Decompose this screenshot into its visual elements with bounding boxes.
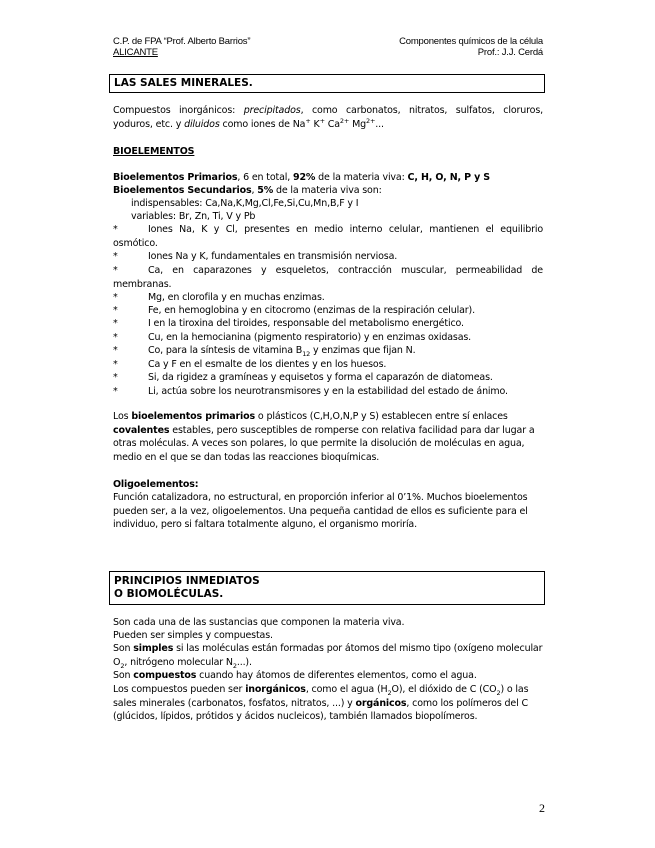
- bullet-item: [113, 331, 543, 345]
- bullet-text: Cu, en la hemocianina (pigmento respiratorio) y en enzimas oxidasas.: [148, 332, 472, 343]
- text-fragment: o plásticos (C,H,O,N,P y S) establecen entre sí enlaces: [255, 411, 508, 422]
- bullet-text: Mg, en clorofila y en muchas enzimas.: [148, 292, 325, 303]
- emphasis-inorganicos: inorgánicos: [245, 684, 306, 695]
- bullet-mark: *: [113, 345, 118, 356]
- bullet-text: Ca y F en el esmalte de los dientes y en los huesos.: [148, 359, 387, 370]
- principios-line: Pueden ser simples y compuestas.: [113, 630, 273, 641]
- subscript: 12: [302, 349, 311, 358]
- bullet-mark: *: [113, 292, 118, 303]
- title-line: O BIOMOLÉCULAS.: [114, 588, 224, 600]
- oligoelementos-paragraph: Función catalizadora, no estructural, en proporción inferior al 0’1%. Muchos bioelementos pueden ser, a la vez, oligoelementos. Una pequeña cantidad de ellos es suficiente para el individuo, pero si faltara totalmente alguno, el organismo moriría.: [113, 492, 528, 530]
- bullet-mark: *: [113, 305, 118, 316]
- percent-primarios: 92%: [293, 172, 316, 183]
- ion-charge: +: [319, 116, 325, 125]
- principios-tipos-paragraph: [113, 683, 543, 724]
- text-fragment: Son: [113, 670, 134, 681]
- subscript: 2: [232, 661, 237, 670]
- text-fragment: Co, para la síntesis de vitamina B: [148, 345, 303, 356]
- bullet-item: [113, 250, 543, 264]
- text-fragment: O), el dióxido de C (CO: [391, 684, 497, 695]
- text-fragment: si las moléculas están formadas por átomos del mismo tipo (oxígeno molecular O: [113, 643, 543, 668]
- bullet-mark: *: [113, 372, 118, 383]
- label-primarios: Bioelementos Primarios: [113, 172, 238, 183]
- text-fragment: ...).: [236, 656, 252, 668]
- text-fragment: como iones de Na: [219, 118, 306, 130]
- bullet-text: Iones Na y K, fundamentales en transmisión nerviosa.: [148, 251, 398, 262]
- text-fragment: , como los polímeros del C (glúcidos, lípidos, prótidos y ácidos nucleicos), también llamados biopolímeros.: [113, 697, 528, 722]
- text-fragment: cuando hay átomos de diferentes elementos, como el agua.: [196, 670, 477, 681]
- ion-charge: +: [305, 116, 311, 125]
- bullet-text: Fe, en hemoglobina y en citocromo (enzimas de la respiración celular).: [148, 305, 475, 316]
- text-fragment: Los: [113, 411, 132, 422]
- text-fragment: ,: [251, 185, 258, 196]
- text-fragment: ...: [375, 118, 384, 130]
- title-line: PRINCIPIOS INMEDIATOS: [114, 575, 260, 587]
- bullet-item: [113, 358, 543, 372]
- school-name: C.P. de FPA “Prof. Alberto Barrios”: [113, 36, 251, 47]
- oligoelementos-heading: Oligoelementos:: [113, 479, 199, 490]
- text-fragment: Son: [113, 643, 134, 654]
- emphasis-precipitados: precipitados: [243, 105, 301, 116]
- text-fragment: , como carbonatos, nitratos, sulfatos, cloruros, yoduros, etc. y: [113, 105, 543, 130]
- subscript: 2: [120, 661, 125, 670]
- bullet-text: I en la tiroxina del tiroides, responsable del metabolismo energético.: [148, 318, 464, 329]
- document-header-left: [113, 36, 250, 58]
- bullet-item: [113, 371, 543, 385]
- bioelementos-primarios-paragraph: [113, 410, 543, 464]
- bullet-item: [113, 304, 543, 318]
- list-primarios: C, H, O, N, P y S: [407, 172, 490, 183]
- bullet-mark: *: [113, 318, 118, 329]
- section-title-sales-minerales: LAS SALES MINERALES.: [109, 74, 545, 93]
- indispensables-line: indispensables: Ca,Na,K,Mg,Cl,Fe,Si,Cu,Mn,B,F y I: [131, 198, 359, 209]
- text-fragment: Mg: [349, 118, 366, 130]
- emphasis-simples: simples: [133, 643, 174, 654]
- label-secundarios: Bioelementos Secundarios: [113, 185, 252, 196]
- text-fragment: , como el agua (H: [305, 684, 388, 695]
- subscript: 2: [387, 688, 392, 697]
- principios-simples-paragraph: [113, 642, 543, 669]
- emphasis-diluidos: diluidos: [184, 118, 220, 130]
- text-fragment: Ca: [324, 118, 340, 130]
- text-fragment: de la materia viva son:: [273, 185, 382, 196]
- text-fragment: , nitrógeno molecular N: [124, 656, 233, 668]
- bullet-item: [113, 344, 543, 358]
- text-fragment: K: [310, 118, 320, 130]
- text-fragment: Los compuestos pueden ser: [113, 684, 246, 695]
- sales-minerales-paragraph: [113, 104, 543, 131]
- bullet-mark: *: [113, 332, 118, 343]
- bullet-text: Iones Na, K y Cl, presentes en medio interno celular, mantienen el equilibrio osmótico.: [113, 224, 543, 249]
- principios-line: Son cada una de las sustancias que componen la materia viva.: [113, 617, 405, 628]
- variables-line: variables: Br, Zn, Ti, V y Pb: [131, 211, 256, 222]
- section-title-principios-inmediatos: [109, 571, 545, 605]
- text-fragment: , 6 en total,: [237, 172, 293, 183]
- ion-charge: 2+: [366, 116, 376, 125]
- bullet-item: [113, 291, 543, 305]
- author-name: Prof.: J.J. Cerdá: [477, 47, 543, 58]
- emphasis-bioelementos-primarios: bioelementos primarios: [131, 411, 256, 422]
- bullet-item: [113, 385, 543, 399]
- bullet-item: [113, 223, 543, 250]
- document-header-right: [399, 36, 543, 58]
- bioelementos-primarios-line: [113, 171, 543, 185]
- emphasis-compuestos: compuestos: [133, 670, 197, 681]
- bioelementos-heading: BIOELEMENTOS: [113, 146, 195, 157]
- subscript: 2: [496, 688, 501, 697]
- text-fragment: Compuestos inorgánicos:: [113, 105, 244, 116]
- emphasis-organicos: orgánicos: [355, 697, 407, 709]
- page-number: 2: [539, 801, 545, 815]
- text-fragment: ) o las sales minerales (carbonatos, fosfatos, nitratos, ...) y: [113, 684, 529, 709]
- bullet-text: Si, da rigidez a gramíneas y equisetos y forma el caparazón de diatomeas.: [148, 372, 493, 383]
- bullet-mark: *: [113, 359, 118, 370]
- bullet-mark: *: [113, 251, 118, 262]
- bullet-item: [113, 317, 543, 331]
- document-subject: Componentes químicos de la célula: [399, 36, 543, 47]
- ion-charge: 2+: [339, 116, 350, 125]
- bullet-text: Ca, en caparazones y esqueletos, contracción muscular, permeabilidad de membranas.: [113, 265, 543, 290]
- bullet-mark: *: [113, 386, 118, 397]
- bullet-text: [113, 344, 543, 358]
- text-fragment: de la materia viva:: [315, 172, 408, 183]
- city-name: ALICANTE: [113, 47, 158, 58]
- bioelementos-secundarios-line: [113, 184, 543, 198]
- text-fragment: y enzimas que fijan N.: [310, 345, 416, 356]
- text-fragment: estables, pero susceptibles de romperse con relativa facilidad para dar lugar a otras moléculas. A veces son polares, lo que permite la disolución de moléculas en agua, medio en el que se dan todas las reacciones bioquímicas.: [113, 424, 535, 463]
- bullet-mark: *: [113, 265, 118, 276]
- bullet-mark: *: [113, 224, 118, 235]
- bullet-text: Li, actúa sobre los neurotransmisores y en la estabilidad del estado de ánimo.: [148, 386, 508, 397]
- bullet-item: [113, 264, 543, 291]
- percent-secundarios: 5%: [257, 185, 274, 196]
- principios-compuestos-line: [113, 669, 543, 683]
- emphasis-covalentes: covalentes: [113, 424, 170, 436]
